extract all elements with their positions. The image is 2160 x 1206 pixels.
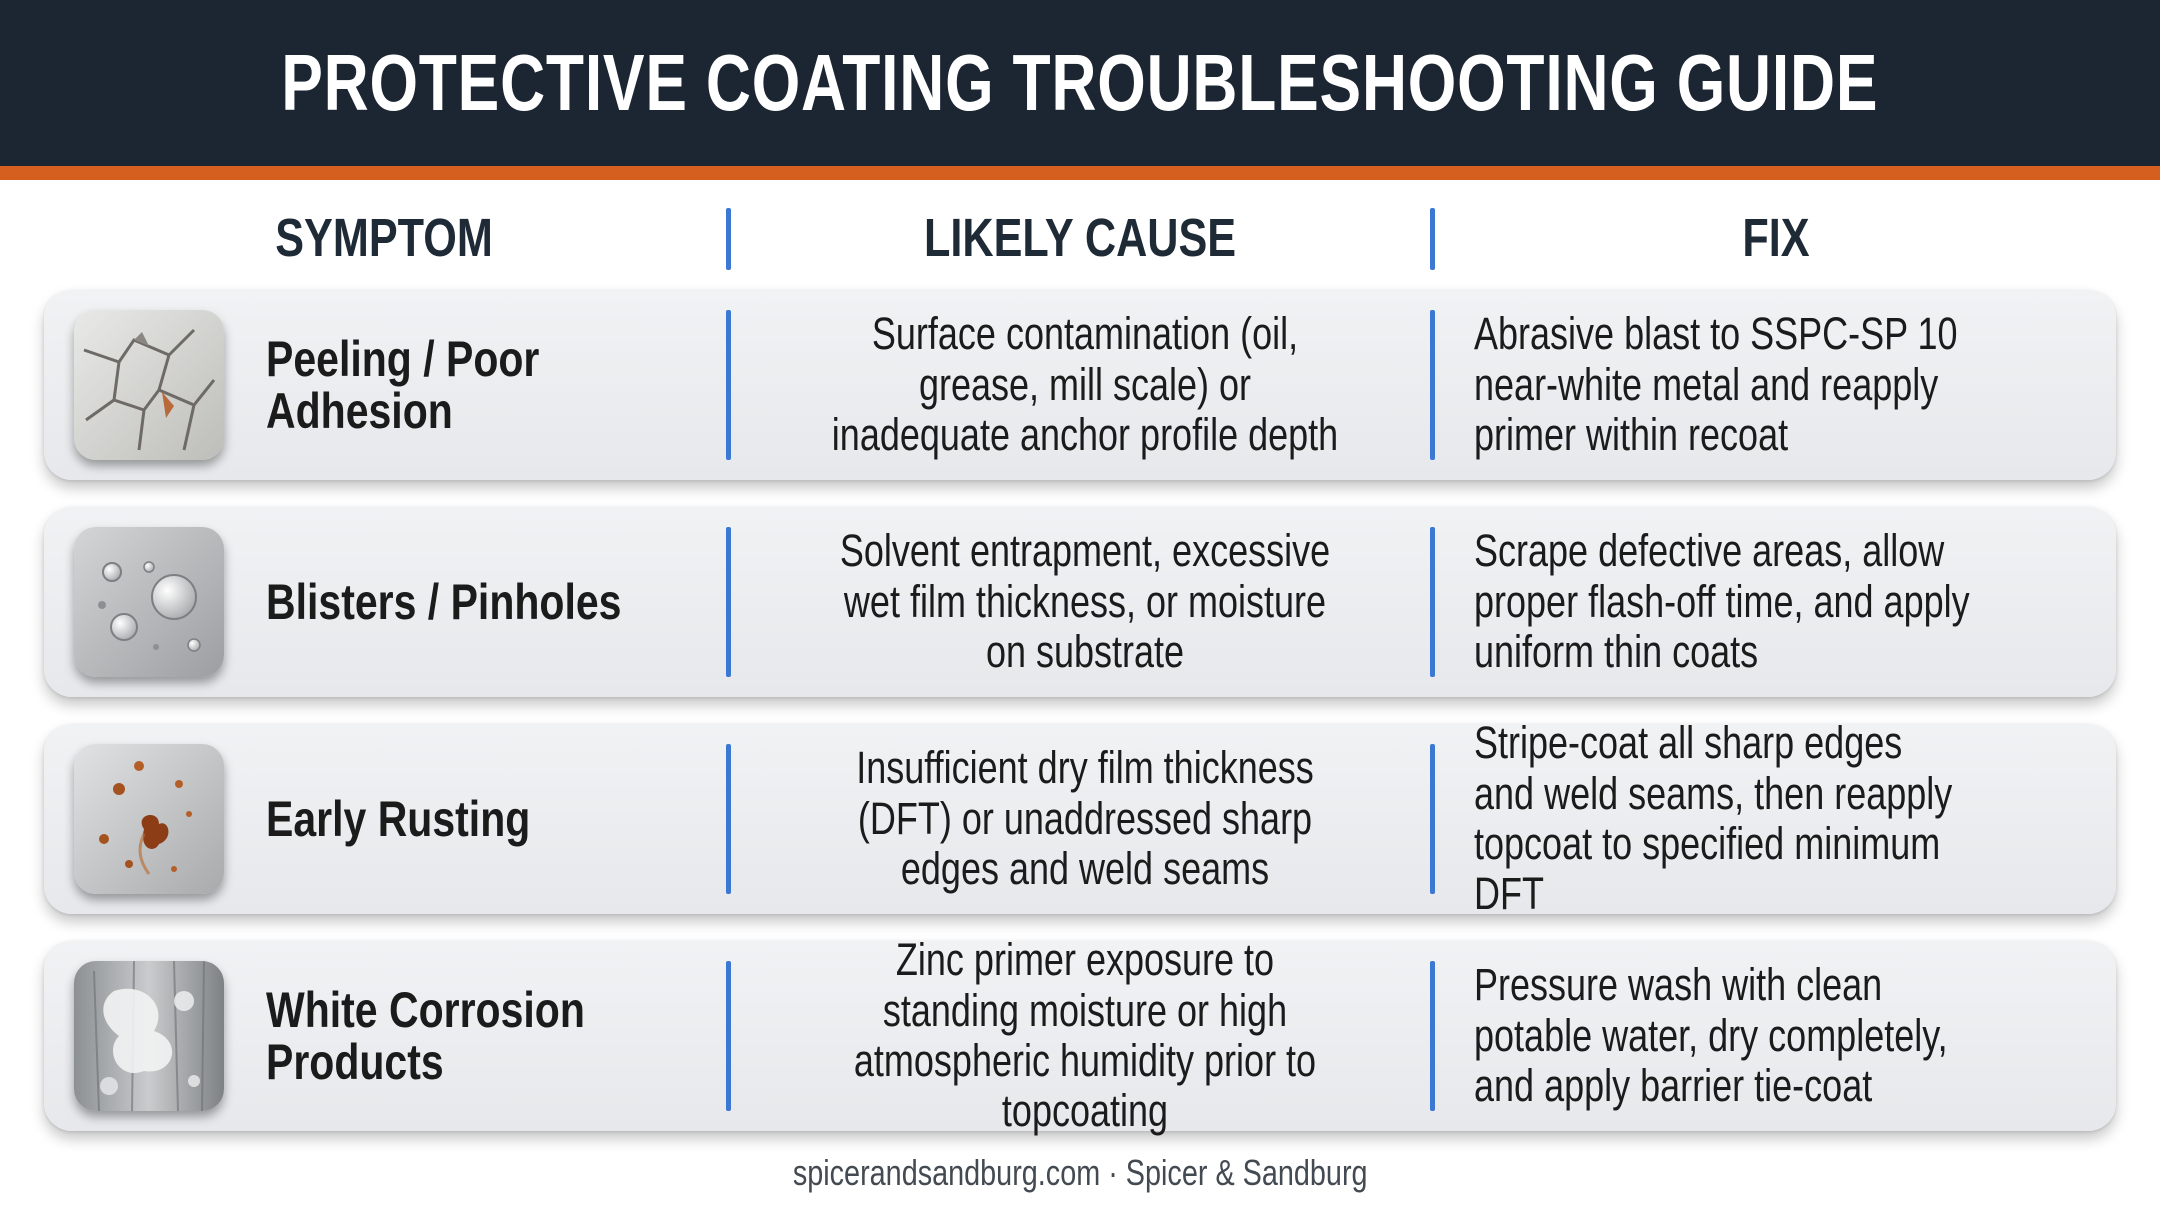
row-divider	[726, 527, 731, 677]
cause-text: Surface contamination (oil, grease, mill scale) or inadequate anchor profile depth	[831, 308, 1339, 461]
symptom-label: Early Rusting	[266, 790, 531, 847]
row-divider	[1430, 961, 1435, 1111]
table-row	[44, 717, 2116, 920]
peeling-paint-icon	[74, 310, 224, 460]
column-header-divider	[1430, 208, 1435, 270]
row-divider	[1430, 527, 1435, 677]
fix-text: Pressure wash with clean potable water, dry completely, and apply barrier tie-coat	[1474, 959, 1948, 1112]
column-header-symptom: SYMPTOM	[275, 208, 493, 268]
fix-text: Stripe-coat all sharp edges and weld seams, then reapply topcoat to specified minimum DFT	[1474, 717, 1953, 920]
column-header-divider	[726, 208, 731, 270]
footer-credit: spicerandsandburg.com · Spicer & Sandburg	[792, 1152, 1368, 1193]
table-row	[44, 934, 2116, 1137]
column-header-cause: LIKELY CAUSE	[923, 208, 1237, 268]
fix-text: Abrasive blast to SSPC-SP 10 near-white metal and reapply primer within recoat	[1474, 308, 1958, 461]
table-row	[44, 290, 2116, 480]
cause-text: Solvent entrapment, excessive wet film thickness, or moisture on substrate	[839, 525, 1331, 678]
symptom-label: White Corrosion Products	[266, 981, 585, 1090]
table-row	[44, 507, 2116, 697]
accent-bar	[0, 166, 2160, 180]
header-banner	[0, 0, 2160, 166]
white-corrosion-icon	[74, 961, 224, 1111]
symptom-label: Blisters / Pinholes	[266, 573, 622, 630]
row-divider	[1430, 310, 1435, 460]
blisters-icon	[74, 527, 224, 677]
cause-text: Insufficient dry film thickness (DFT) or unaddressed sharp edges and weld seams	[856, 742, 1314, 895]
column-headers	[0, 200, 2160, 276]
row-divider	[726, 744, 731, 894]
row-divider	[726, 961, 731, 1111]
rust-spots-icon	[74, 744, 224, 894]
page-title: PROTECTIVE COATING TROUBLESHOOTING GUIDE	[281, 38, 1879, 127]
symptom-label: Peeling / Poor Adhesion	[266, 330, 540, 439]
row-divider	[726, 310, 731, 460]
column-header-fix: FIX	[1742, 208, 1810, 268]
fix-text: Scrape defective areas, allow proper flash-off time, and apply uniform thin coats	[1474, 525, 1970, 678]
row-divider	[1430, 744, 1435, 894]
cause-text: Zinc primer exposure to standing moisture or high atmospheric humidity prior to topcoating	[853, 934, 1317, 1137]
